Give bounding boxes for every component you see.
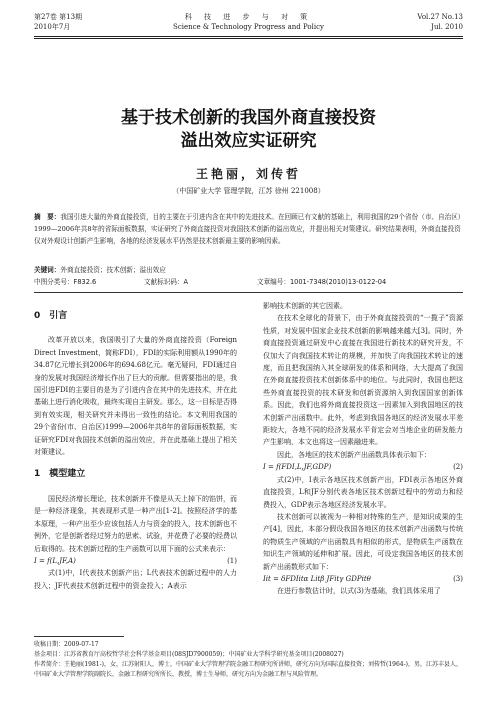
paper-title-line2: 溢出效应实证研究 (180, 131, 317, 151)
keywords-text: 外商直接投资；技术创新；溢出效应 (60, 266, 166, 274)
formula-3 (263, 573, 463, 585)
paragraph-fdi-background: 在技术全球化的背景下，由于外商直接投资的“一揽子”资源性质，对发展中国家企业技术创新的影响越来越大[3]。同时，外商直接投资通过研发中心直接在我国进行新技术的研究开发，不仅加大了向我国技术转让的规模，并加快了向我国技术转让的速度，而且把我国纳入其全球研发的体系和网络，大大提高了我国在外商直接投资技术创新体系中的地位。与此同时，我国也把这些外商直接投资的技术研发和创新资源纳入到我国国家创新体系。因此，我们也将外商直接投资这一因素加入到我国地区的技术创新产出函数中。此外，考虑到我国各地区的经济发展水平差距较大，各地不同的经济发展水平肯定会对当地企业的研发能力产生影响，本文也将这一因素融进来。 (263, 314, 463, 447)
header-volume: 第27卷 第13期 (34, 13, 83, 21)
paragraph-estimation: 在进行参数估计时，以式(3)为基础，我们具体采用了 (277, 587, 441, 596)
footnote-received: 收稿日期：2009-07-17 (34, 641, 99, 648)
formula-3-number: (3) (453, 574, 463, 583)
paragraph-formula-2-explain: 式(2)中，I表示各地区技术创新产出，FDI表示各地区外商直接投资，L和JF分别代表各地区技术创新过程中的劳动力和经费投入，GDP表示各地区经济发展水平。 (263, 475, 463, 509)
keywords (34, 265, 463, 276)
journal-name-cn: 科 技 进 步 与 对 策 (184, 13, 313, 21)
header-vol-en (417, 12, 463, 32)
abstract (34, 211, 463, 247)
paragraph-intro: 改革开放以来，我国吸引了大量的外商直接投资（Foreign Direct Investment，简称FDI），FDI的实际利用额从1990年的34.87亿元增长到2006年的694.68亿元。毫无疑问，FDI通过自身的发展对我国经济增长作出了巨大的贡献。但需要指出的是，我国引进FDI的主要目的是为了引进内含在其中的先进技术，并在此基础上进行消化吸收，最终实现自主研发。那么，这一目标是否得到有效实现，相关研究并未得出一致性的结论。本文利用我国的29个省份(市、自治区)1999—2006年共8年的省际面板数据，实证研究FDI对我国技术创新的溢出效应，并在此基础上提出了相关对策建议。 (34, 336, 237, 457)
formula-2-number: (2) (453, 463, 463, 472)
clc-number: 中图分类号：F832.6 (34, 278, 97, 286)
header-date: 2010年7月 (34, 23, 71, 31)
section-heading-intro: 0 引言 (34, 311, 68, 321)
formula-2 (263, 461, 463, 473)
formula-1-expr: I = f(L,JF,A) (34, 556, 76, 565)
paper-authors: 王艳丽，刘传哲 (195, 167, 301, 181)
right-column (263, 300, 463, 598)
journal-name-en: Science & Technology Progress and Policy (173, 23, 324, 31)
header-rule (34, 36, 463, 37)
header-journal (34, 12, 463, 32)
abstract-separator (34, 292, 463, 293)
header-month: Jul. 2010 (431, 23, 463, 31)
paragraph-model-intro: 国民经济增长理论，技术创新并不像是从天上掉下的馅饼，而是一种经济现象，其表现形式是一种产出[1-2]。按照经济学的基本原理，一种产出至少应该包括人力与资金的投入，技术创新也不例外，它是创新者经过努力的思索、试验，并花费了必要的经费以后取得的。技术创新过程的生产函数可以用下面的公式来表示： (34, 494, 237, 553)
formula-1 (34, 555, 237, 567)
paper-title-line1: 基于技术创新的我国外商直接投资 (121, 108, 376, 128)
formula-1-number: (1) (227, 556, 237, 565)
document-code: 文献标识码：A (144, 278, 189, 286)
article-number: 文章编号：1001-7348(2010)13-0122-04 (257, 278, 387, 286)
footnote-author-info: 作者简介：王艳丽(1981-)，女，江苏射阳人，博士，中国矿业大学管理学院金融工程研究所讲师，研究方向为国际直接投资；刘传哲(1964-)，男，江苏丰县人，中国矿业大学管理学院副院长，金融工程研究所所长，教授，博士生导师，研究方向为金融工程与风险管理。 (34, 661, 462, 678)
left-column (34, 300, 237, 592)
paragraph-continued: 影响技术创新的其它因素。 (263, 302, 347, 310)
abstract-text: 我国引进大量的外商直接投资，目的主要在于引进内含在其中的先进技术。在回顾已有文献的基础上，利用我国的29个省份（市、自治区）1999—2006年共8年的省际面板数据，实证研究了外商直接投资对我国技术创新的溢出效应，并提出相关对策建议。研究结果表明，外商直接投资仅对外观设计创新产生影响，各地的经济发展水平仍然是技术创新最主要的影响因素。 (34, 213, 462, 245)
paper-affiliation: （中国矿业大学 管理学院，江苏 徐州 221008） (172, 187, 325, 195)
keywords-label: 关键词： (34, 266, 61, 274)
formula-2-expr: I = f(FDI,L,JF,GDP) (263, 463, 332, 472)
formula-3-expr: Iit = δFDIitα Litβ JFitγ GDPitθ (263, 574, 371, 583)
paragraph-formula-1-explain: 式(1)中，I代表技术创新产出；L代表技术创新过程中的人力投入；JF代表技术创新过程中的资金投入；A表示 (34, 569, 237, 590)
footnote (34, 640, 463, 680)
footnote-fund: 基金项目：江苏省教育厅高校哲学社会科学基金项目(08SJD7900059)；中国矿业大学科学研究基金项目(2008027) (34, 651, 344, 658)
paragraph-function-intro: 因此，各地区的技术创新产出函数具体表示如下： (277, 450, 431, 459)
footnote-rule (34, 636, 124, 637)
section-heading-model: 1 模型建立 (34, 469, 86, 480)
paragraph-production-function: 技术创新可以被视为一种相对特殊的生产，是知识成果的生产[4]，因此，本部分假设我国各地区的技术创新产出函数与传统的物质生产领域的产出函数具有相似的形式，是物质生产函数在知识生产领域的延伸和扩展。因此，可设定我国各地区的技术创新产出函数形式如下： (263, 512, 463, 571)
abstract-label: 摘 要： (34, 213, 61, 221)
header-rule-thin (34, 38, 463, 39)
header-vol-no: Vol.27 No.13 (417, 13, 463, 21)
